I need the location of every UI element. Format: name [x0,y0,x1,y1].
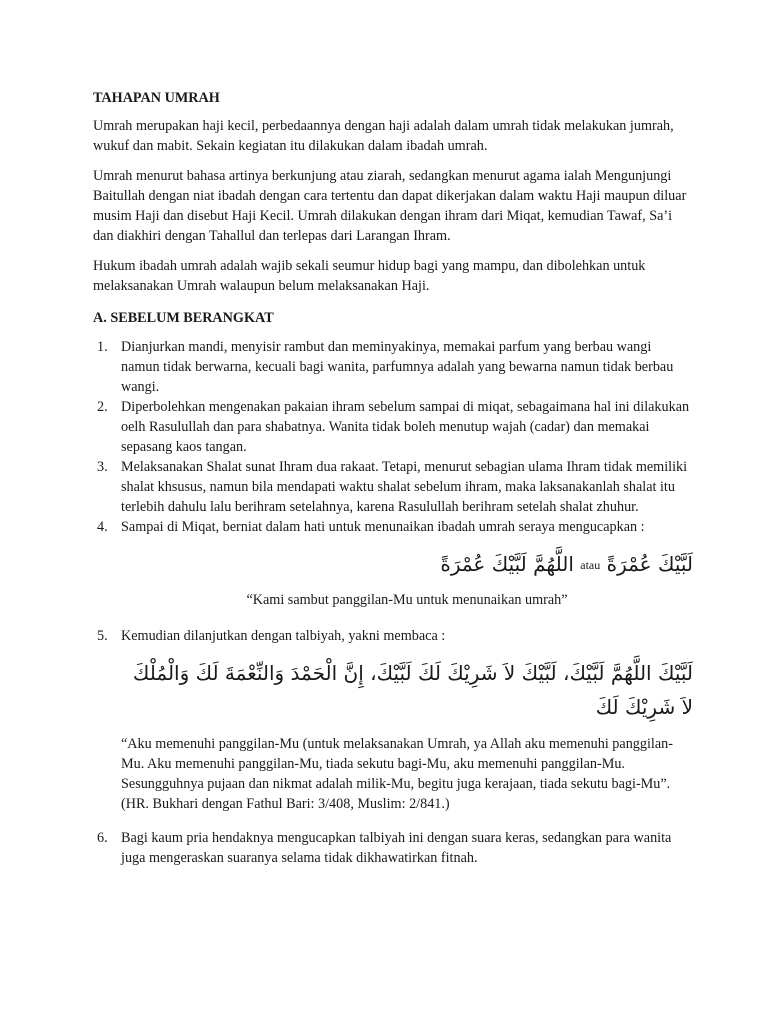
intro-paragraph-2: Umrah menurut bahasa artinya berkunjung atau ziarah, sedangkan menurut agama ialah Mengunjungi Baitullah dengan niat ibadah dengan cara tertentu dan dapat dikerjakan dalam waktu Haji maupun diluar musim Haji dan disebut Haji Kecil. Umrah dilakukan dengan ihram dari Miqat, kemudian Tawaf, Sa’i dan diakhiri dengan Tahallul dan terlepas dari Larangan Ihram. [93,168,687,244]
list-item-text: Melaksanakan Shalat sunat Ihram dua rakaat. Tetapi, menurut sebagian ulama Ihram tidak memiliki shalat khsusus, namun bila mendapati waktu shalat sebelum ihram, maka laksanakanlah shalat itu terlebih dahulu lalu berihram setelahnya, karena Rasulullah berihram setelah shalat zhuhur. [121,459,688,515]
document-page [93,88,693,868]
list-item [93,828,693,868]
niat-arabic-long: اللَّهُمَّ لَبَّيْكَ عُمْرَةً [440,552,574,576]
list-item-number: 1. [97,339,108,355]
list-item [93,626,693,814]
list-item [93,397,693,457]
list-item-text: Bagi kaum pria hendaknya mengucapkan talbiyah ini dengan suara keras, sedangkan para wanita juga mengeraskan suaranya selama tidak dikhawatirkan fitnah. [121,830,672,866]
list-item [93,337,693,397]
list-item-number: 4. [97,519,108,535]
list-item-text: Dianjurkan mandi, menyisir rambut dan meminyakinya, memakai parfum yang berbau wangi namun tidak berwarna, kecuali bagi wanita, parfumnya adalah yang bewarna namun tidak berbau wangi. [121,339,674,395]
document-title: TAHAPAN UMRAH [93,90,220,106]
talbiyah-translation: “Aku memenuhi panggilan-Mu (untuk melaksanakan Umrah, ya Allah aku memenuhi panggilan-Mu. Aku memenuhi panggilan-Mu, tiada sekutu bagi-Mu, aku memenuhi panggilan-Mu. Sesungguhnya pujaan dan nikmat adalah milik-Mu, begitu juga kerajaan, tiada sekutu bagi-Mu”. (HR. Bukhari dengan Fathul Bari: 3/408, Muslim: 2/841.) [121,736,673,812]
atau-word: atau [580,558,601,572]
niat-arabic-short: لَبَّيْكَ عُمْرَةً [606,552,693,576]
list-item [93,457,693,517]
section-a-title: A. SEBELUM BERANGKAT [93,310,274,326]
list-item-number: 2. [97,399,108,415]
intro-paragraph-3: Hukum ibadah umrah adalah wajib sekali seumur hidup bagi yang mampu, dan dibolehkan untuk melaksanakan Umrah walaupun belum melaksanakan Haji. [93,258,646,294]
niat-arabic-line [121,549,693,580]
talbiyah-arabic: لَبَّيْكَ اللَّهُمَّ لَبَّيْكَ، لَبَّيْكَ لاَ شَرِيْكَ لَكَ لَبَّيْكَ، إِنَّ الْحَمْدَ وَالنِّعْمَةَ لَكَ وَالْمُلْكَ لاَ شَرِيْكَ لَكَ [132,661,693,719]
intro-paragraph-1: Umrah merupakan haji kecil, perbedaannya dengan haji adalah dalam umrah tidak melakukan jumrah, wukuf dan mabit. Sekain kegiatan itu dilakukan dalam ibadah umrah. [93,118,674,154]
list-item-text: Diperbolehkan mengenakan pakaian ihram sebelum sampai di miqat, sebagaimana hal ini dilakukan oelh Rasulullah dan para shabatnya. Wanita tidak boleh menutup wajah (cadar) dan memakai sepasang kaos tangan. [121,399,690,455]
list-item [93,517,693,610]
section-a-list [93,337,693,868]
list-item-text: Sampai di Miqat, berniat dalam hati untuk menunaikan ibadah umrah seraya mengucapkan : [121,519,645,535]
niat-translation: “Kami sambut panggilan-Mu untuk menunaikan umrah” [246,592,568,608]
list-item-number: 5. [97,628,108,644]
list-item-number: 6. [97,830,108,846]
list-item-number: 3. [97,459,108,475]
list-item-text: Kemudian dilanjutkan dengan talbiyah, yakni membaca : [121,628,446,644]
